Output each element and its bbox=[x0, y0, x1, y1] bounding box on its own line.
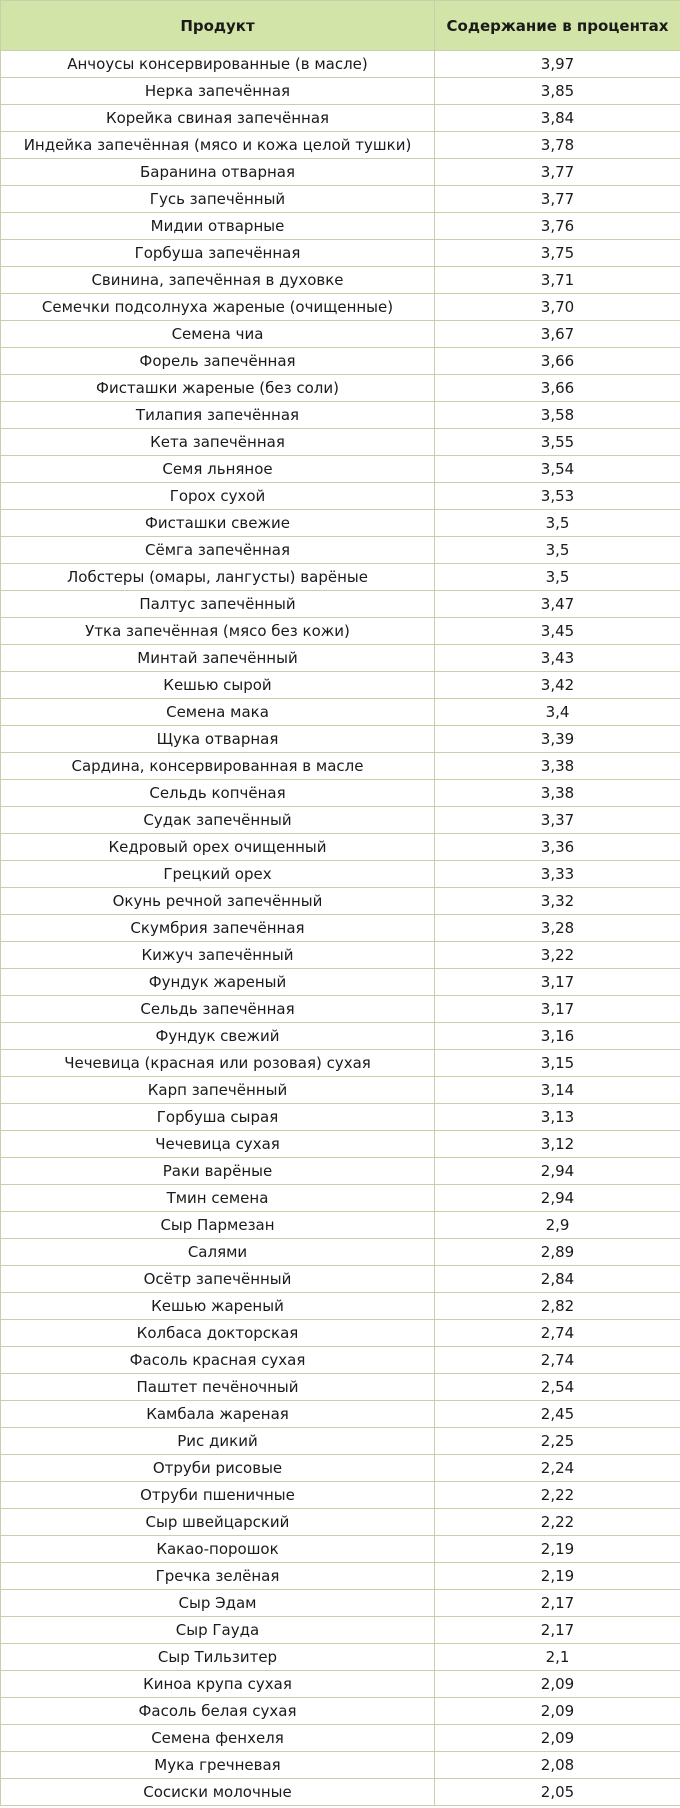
product-name-cell: Сыр Тильзитер bbox=[1, 1644, 435, 1671]
table-row bbox=[1, 1347, 680, 1374]
percent-value-cell: 3,70 bbox=[435, 294, 680, 321]
product-name-cell: Салями bbox=[1, 1239, 435, 1266]
product-name-cell: Палтус запечённый bbox=[1, 591, 435, 618]
table-row bbox=[1, 618, 680, 645]
product-name-cell: Кижуч запечённый bbox=[1, 942, 435, 969]
table-row bbox=[1, 78, 680, 105]
percent-value-cell: 3,38 bbox=[435, 780, 680, 807]
header-row bbox=[1, 1, 680, 51]
percent-value-cell: 3,76 bbox=[435, 213, 680, 240]
table-row bbox=[1, 348, 680, 375]
table-row bbox=[1, 1698, 680, 1725]
percent-value-cell: 2,45 bbox=[435, 1401, 680, 1428]
percent-value-cell: 2,17 bbox=[435, 1590, 680, 1617]
percent-value-cell: 2,05 bbox=[435, 1779, 680, 1806]
percent-value-cell: 3,17 bbox=[435, 996, 680, 1023]
product-name-cell: Фисташки жареные (без соли) bbox=[1, 375, 435, 402]
product-name-cell: Индейка запечённая (мясо и кожа целой тушки) bbox=[1, 132, 435, 159]
table-row bbox=[1, 1563, 680, 1590]
product-name-cell: Семена фенхеля bbox=[1, 1725, 435, 1752]
percent-value-cell: 2,74 bbox=[435, 1347, 680, 1374]
product-name-cell: Сельдь копчёная bbox=[1, 780, 435, 807]
percent-value-cell: 3,36 bbox=[435, 834, 680, 861]
percent-value-cell: 3,55 bbox=[435, 429, 680, 456]
product-name-cell: Карп запечённый bbox=[1, 1077, 435, 1104]
product-name-cell: Отруби рисовые bbox=[1, 1455, 435, 1482]
table-row bbox=[1, 1671, 680, 1698]
product-name-cell: Фундук жареный bbox=[1, 969, 435, 996]
percent-value-cell: 3,54 bbox=[435, 456, 680, 483]
percent-value-cell: 2,08 bbox=[435, 1752, 680, 1779]
percent-value-cell: 2,19 bbox=[435, 1563, 680, 1590]
table-row bbox=[1, 1023, 680, 1050]
header-percent: Содержание в процентах bbox=[435, 1, 680, 51]
percent-value-cell: 3,43 bbox=[435, 645, 680, 672]
percent-value-cell: 3,77 bbox=[435, 186, 680, 213]
product-name-cell: Какао-порошок bbox=[1, 1536, 435, 1563]
product-name-cell: Семена чиа bbox=[1, 321, 435, 348]
table-body bbox=[1, 51, 680, 1806]
product-name-cell: Кешью жареный bbox=[1, 1293, 435, 1320]
table-row bbox=[1, 294, 680, 321]
table-row bbox=[1, 699, 680, 726]
table-row bbox=[1, 996, 680, 1023]
table-row bbox=[1, 456, 680, 483]
product-name-cell: Чечевица (красная или розовая) сухая bbox=[1, 1050, 435, 1077]
table-row bbox=[1, 1131, 680, 1158]
product-name-cell: Раки варёные bbox=[1, 1158, 435, 1185]
product-name-cell: Осётр запечённый bbox=[1, 1266, 435, 1293]
percent-value-cell: 2,22 bbox=[435, 1482, 680, 1509]
percent-value-cell: 2,9 bbox=[435, 1212, 680, 1239]
product-name-cell: Окунь речной запечённый bbox=[1, 888, 435, 915]
table-row bbox=[1, 1725, 680, 1752]
percent-value-cell: 3,4 bbox=[435, 699, 680, 726]
table-row bbox=[1, 240, 680, 267]
percent-value-cell: 3,53 bbox=[435, 483, 680, 510]
table-row bbox=[1, 1212, 680, 1239]
table-row bbox=[1, 132, 680, 159]
percent-value-cell: 3,71 bbox=[435, 267, 680, 294]
percent-value-cell: 3,85 bbox=[435, 78, 680, 105]
product-name-cell: Колбаса докторская bbox=[1, 1320, 435, 1347]
table-row bbox=[1, 537, 680, 564]
percent-value-cell: 3,45 bbox=[435, 618, 680, 645]
table-header bbox=[1, 1, 680, 51]
percent-value-cell: 3,5 bbox=[435, 510, 680, 537]
table-row bbox=[1, 1293, 680, 1320]
table-row bbox=[1, 267, 680, 294]
percent-value-cell: 2,1 bbox=[435, 1644, 680, 1671]
percent-value-cell: 3,42 bbox=[435, 672, 680, 699]
table-row bbox=[1, 1320, 680, 1347]
product-name-cell: Горбуша сырая bbox=[1, 1104, 435, 1131]
percent-value-cell: 3,16 bbox=[435, 1023, 680, 1050]
product-name-cell: Сосиски молочные bbox=[1, 1779, 435, 1806]
product-name-cell: Анчоусы консервированные (в масле) bbox=[1, 51, 435, 78]
table-row bbox=[1, 915, 680, 942]
product-name-cell: Нерка запечённая bbox=[1, 78, 435, 105]
table-row bbox=[1, 1482, 680, 1509]
table-row bbox=[1, 186, 680, 213]
product-name-cell: Мука гречневая bbox=[1, 1752, 435, 1779]
table-row bbox=[1, 159, 680, 186]
percent-value-cell: 3,78 bbox=[435, 132, 680, 159]
percent-value-cell: 2,17 bbox=[435, 1617, 680, 1644]
table-row bbox=[1, 888, 680, 915]
product-name-cell: Паштет печёночный bbox=[1, 1374, 435, 1401]
table-row bbox=[1, 1455, 680, 1482]
percent-value-cell: 3,33 bbox=[435, 861, 680, 888]
percent-value-cell: 3,47 bbox=[435, 591, 680, 618]
table-row bbox=[1, 969, 680, 996]
product-name-cell: Сыр швейцарский bbox=[1, 1509, 435, 1536]
table-row bbox=[1, 861, 680, 888]
table-row bbox=[1, 1428, 680, 1455]
product-name-cell: Свинина, запечённая в духовке bbox=[1, 267, 435, 294]
table-row bbox=[1, 942, 680, 969]
table-row bbox=[1, 1644, 680, 1671]
table-row bbox=[1, 1617, 680, 1644]
table-row bbox=[1, 105, 680, 132]
percent-value-cell: 2,09 bbox=[435, 1725, 680, 1752]
product-name-cell: Кета запечённая bbox=[1, 429, 435, 456]
table-row bbox=[1, 753, 680, 780]
percent-value-cell: 2,94 bbox=[435, 1185, 680, 1212]
table-row bbox=[1, 834, 680, 861]
percent-value-cell: 3,58 bbox=[435, 402, 680, 429]
product-name-cell: Семечки подсолнуха жареные (очищенные) bbox=[1, 294, 435, 321]
table-row bbox=[1, 1158, 680, 1185]
percent-value-cell: 2,25 bbox=[435, 1428, 680, 1455]
table-row bbox=[1, 591, 680, 618]
percent-value-cell: 3,12 bbox=[435, 1131, 680, 1158]
percent-value-cell: 3,5 bbox=[435, 564, 680, 591]
percent-value-cell: 3,67 bbox=[435, 321, 680, 348]
table-row bbox=[1, 51, 680, 78]
table-row bbox=[1, 564, 680, 591]
percent-value-cell: 2,94 bbox=[435, 1158, 680, 1185]
product-name-cell: Щука отварная bbox=[1, 726, 435, 753]
percent-value-cell: 2,54 bbox=[435, 1374, 680, 1401]
product-name-cell: Семя льняное bbox=[1, 456, 435, 483]
product-name-cell: Кешью сырой bbox=[1, 672, 435, 699]
product-name-cell: Сыр Гауда bbox=[1, 1617, 435, 1644]
table-row bbox=[1, 1239, 680, 1266]
product-name-cell: Гречка зелёная bbox=[1, 1563, 435, 1590]
product-name-cell: Сыр Эдам bbox=[1, 1590, 435, 1617]
table-row bbox=[1, 483, 680, 510]
product-name-cell: Баранина отварная bbox=[1, 159, 435, 186]
table-row bbox=[1, 1401, 680, 1428]
table-row bbox=[1, 402, 680, 429]
table-row bbox=[1, 375, 680, 402]
table-row bbox=[1, 1752, 680, 1779]
product-name-cell: Форель запечённая bbox=[1, 348, 435, 375]
percent-value-cell: 3,84 bbox=[435, 105, 680, 132]
product-name-cell: Киноа крупа сухая bbox=[1, 1671, 435, 1698]
product-name-cell: Лобстеры (омары, лангусты) варёные bbox=[1, 564, 435, 591]
percent-value-cell: 3,97 bbox=[435, 51, 680, 78]
table-row bbox=[1, 1779, 680, 1806]
product-name-cell: Сельдь запечённая bbox=[1, 996, 435, 1023]
table-row bbox=[1, 429, 680, 456]
percent-value-cell: 3,28 bbox=[435, 915, 680, 942]
product-name-cell: Гусь запечённый bbox=[1, 186, 435, 213]
percent-value-cell: 3,5 bbox=[435, 537, 680, 564]
product-name-cell: Рис дикий bbox=[1, 1428, 435, 1455]
product-name-cell: Семена мака bbox=[1, 699, 435, 726]
percent-value-cell: 2,22 bbox=[435, 1509, 680, 1536]
product-name-cell: Минтай запечённый bbox=[1, 645, 435, 672]
percent-value-cell: 3,32 bbox=[435, 888, 680, 915]
product-name-cell: Тмин семена bbox=[1, 1185, 435, 1212]
product-name-cell: Мидии отварные bbox=[1, 213, 435, 240]
percent-value-cell: 2,19 bbox=[435, 1536, 680, 1563]
percent-value-cell: 3,37 bbox=[435, 807, 680, 834]
product-name-cell: Горбуша запечённая bbox=[1, 240, 435, 267]
product-name-cell: Горох сухой bbox=[1, 483, 435, 510]
table-row bbox=[1, 1536, 680, 1563]
product-name-cell: Фисташки свежие bbox=[1, 510, 435, 537]
product-name-cell: Скумбрия запечённая bbox=[1, 915, 435, 942]
product-name-cell: Чечевица сухая bbox=[1, 1131, 435, 1158]
product-name-cell: Фасоль красная сухая bbox=[1, 1347, 435, 1374]
product-name-cell: Тилапия запечённая bbox=[1, 402, 435, 429]
product-name-cell: Фундук свежий bbox=[1, 1023, 435, 1050]
product-name-cell: Отруби пшеничные bbox=[1, 1482, 435, 1509]
table-row bbox=[1, 1104, 680, 1131]
percent-value-cell: 3,17 bbox=[435, 969, 680, 996]
table-row bbox=[1, 1509, 680, 1536]
percent-value-cell: 2,74 bbox=[435, 1320, 680, 1347]
percent-value-cell: 3,13 bbox=[435, 1104, 680, 1131]
table-row bbox=[1, 510, 680, 537]
product-name-cell: Грецкий орех bbox=[1, 861, 435, 888]
table-row bbox=[1, 645, 680, 672]
percent-value-cell: 2,84 bbox=[435, 1266, 680, 1293]
table-row bbox=[1, 1266, 680, 1293]
percent-value-cell: 2,82 bbox=[435, 1293, 680, 1320]
percent-value-cell: 3,75 bbox=[435, 240, 680, 267]
percent-value-cell: 2,09 bbox=[435, 1671, 680, 1698]
table-row bbox=[1, 321, 680, 348]
percent-value-cell: 3,15 bbox=[435, 1050, 680, 1077]
table-row bbox=[1, 213, 680, 240]
product-name-cell: Корейка свиная запечённая bbox=[1, 105, 435, 132]
table-row bbox=[1, 1590, 680, 1617]
table-row bbox=[1, 726, 680, 753]
table-row bbox=[1, 1077, 680, 1104]
table-row bbox=[1, 1050, 680, 1077]
product-name-cell: Судак запечённый bbox=[1, 807, 435, 834]
percent-value-cell: 2,09 bbox=[435, 1698, 680, 1725]
table-row bbox=[1, 1374, 680, 1401]
percent-value-cell: 3,22 bbox=[435, 942, 680, 969]
percent-value-cell: 3,77 bbox=[435, 159, 680, 186]
product-name-cell: Фасоль белая сухая bbox=[1, 1698, 435, 1725]
table-row bbox=[1, 807, 680, 834]
percent-value-cell: 3,66 bbox=[435, 348, 680, 375]
table-row bbox=[1, 780, 680, 807]
percent-value-cell: 3,39 bbox=[435, 726, 680, 753]
product-name-cell: Сыр Пармезан bbox=[1, 1212, 435, 1239]
product-name-cell: Кедровый орех очищенный bbox=[1, 834, 435, 861]
percent-value-cell: 2,24 bbox=[435, 1455, 680, 1482]
product-name-cell: Камбала жареная bbox=[1, 1401, 435, 1428]
percent-value-cell: 3,38 bbox=[435, 753, 680, 780]
percent-value-cell: 3,66 bbox=[435, 375, 680, 402]
table-row bbox=[1, 672, 680, 699]
product-name-cell: Сёмга запечённая bbox=[1, 537, 435, 564]
percent-value-cell: 2,89 bbox=[435, 1239, 680, 1266]
product-name-cell: Утка запечённая (мясо без кожи) bbox=[1, 618, 435, 645]
percent-value-cell: 3,14 bbox=[435, 1077, 680, 1104]
header-product: Продукт bbox=[1, 1, 435, 51]
table-row bbox=[1, 1185, 680, 1212]
product-name-cell: Сардина, консервированная в масле bbox=[1, 753, 435, 780]
